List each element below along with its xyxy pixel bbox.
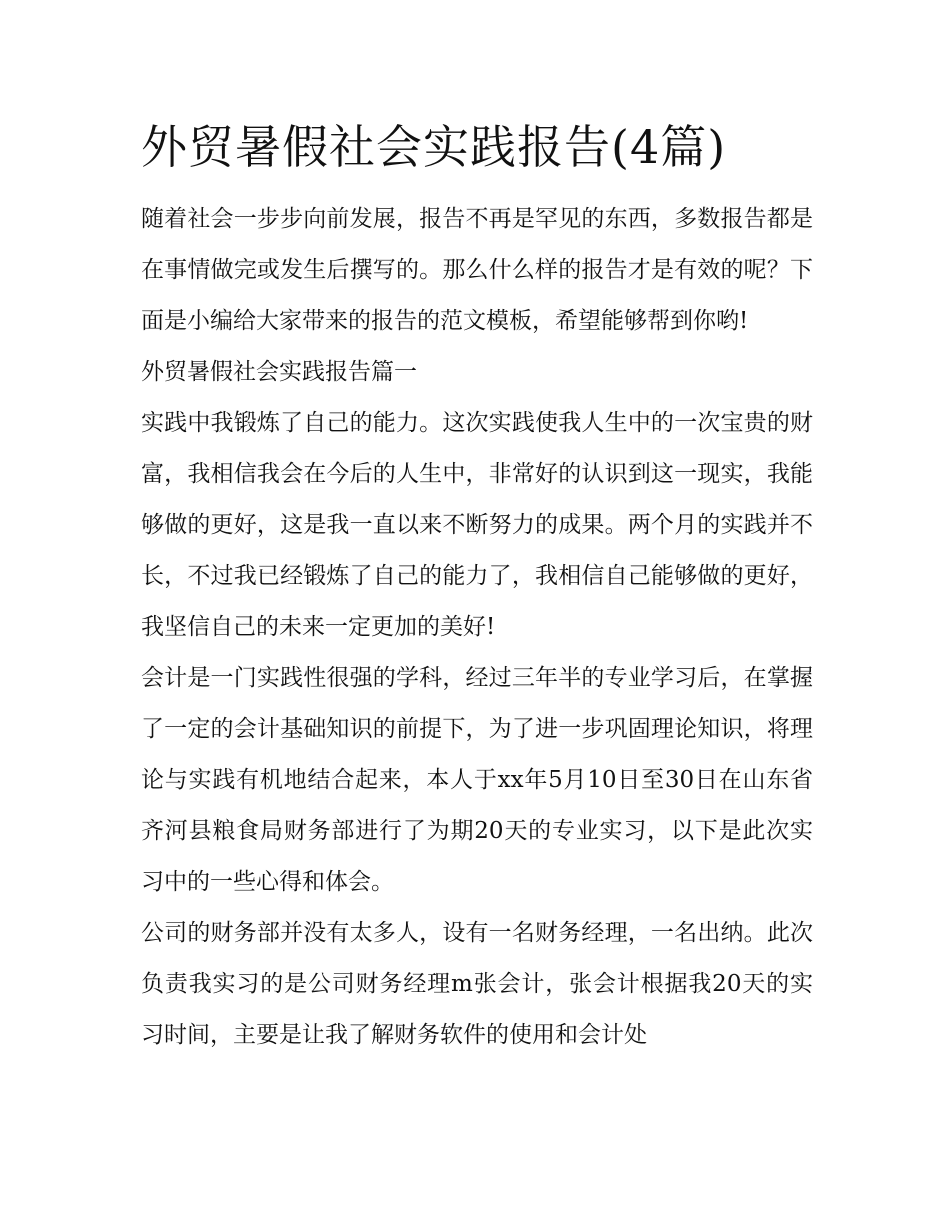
section-heading: 外贸暑假社会实践报告篇一: [141, 359, 417, 385]
document-body: [141, 112, 813, 1061]
body-paragraph-3: 公司的财务部并没有太多人，设有一名财务经理，一名出纳。此次负责我实习的是公司财务经理m张会计，张会计根据我20天的实习时间，主要是让我了解财务软件的使用和会计处: [141, 920, 813, 1048]
body-paragraph-2: 会计是一门实践性很强的学科，经过三年半的专业学习后，在掌握了一定的会计基础知识的前提下，为了进一步巩固理论知识，将理论与实践有机地结合起来，本人于xx年5月10日至30日在山东省齐河县粮食局财务部进行了为期20天的专业实习，以下是此次实习中的一些心得和体会。: [141, 665, 813, 895]
body-paragraph-1: 实践中我锻炼了自己的能力。这次实践使我人生中的一次宝贵的财富，我相信我会在今后的人生中，非常好的认识到这一现实，我能够做的更好，这是我一直以来不断努力的成果。两个月的实践并不长，不过我已经锻炼了自己的能力了，我相信自己能够做的更好，我坚信自己的未来一定更加的美好!: [141, 410, 813, 640]
intro-paragraph: 随着社会一步步向前发展，报告不再是罕见的东西，多数报告都是在事情做完或发生后撰写的。那么什么样的报告才是有效的呢？下面是小编给大家带来的报告的范文模板，希望能够帮到你哟!: [141, 206, 813, 334]
document-title: 外贸暑假社会实践报告(4篇): [141, 120, 727, 174]
